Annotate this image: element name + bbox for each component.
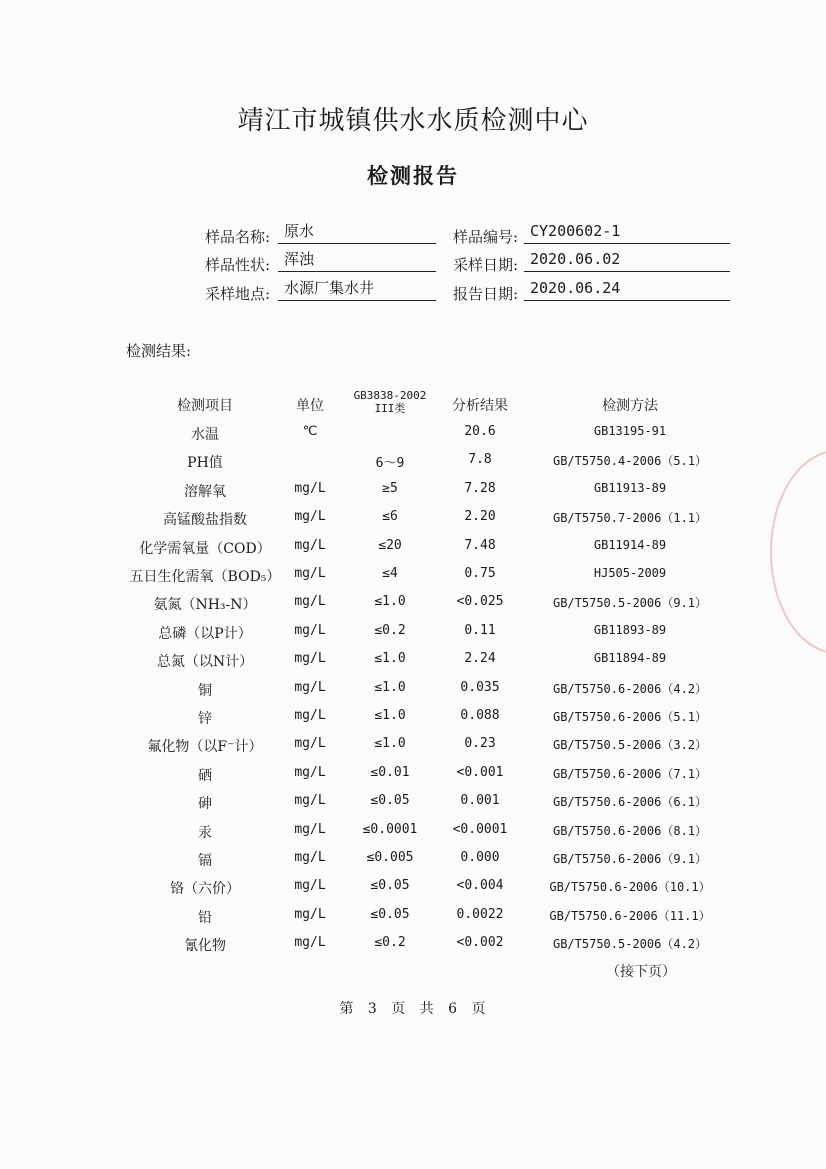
cell-result: 20.6 (464, 424, 496, 439)
cell-limit: ≤0.2 (374, 935, 406, 951)
cell-result: 7.48 (464, 537, 496, 553)
cell-result: 0.088 (460, 708, 500, 723)
table-row (0, 878, 826, 906)
cell-result: <0.001 (456, 764, 504, 780)
sampling-site-value: 水源厂集水井 (278, 279, 436, 301)
table-row (0, 651, 826, 679)
cell-item: 砷 (198, 796, 212, 813)
cell-unit: mg/L (294, 878, 326, 894)
table-row (0, 935, 826, 963)
cell-result: <0.002 (456, 935, 504, 951)
table-row (0, 623, 826, 651)
cell-method: GB/T5750.5-2006（4.2） (552, 937, 708, 952)
cell-unit: mg/L (294, 566, 326, 581)
report-title: 检测报告 (367, 163, 459, 188)
cell-item: PH值 (187, 455, 223, 472)
cell-result: <0.004 (456, 878, 504, 894)
cell-method: GB11914-89 (593, 537, 667, 552)
report-date-label: 报告日期: (452, 285, 518, 303)
table-row (0, 424, 826, 452)
cell-result: 0.23 (464, 736, 496, 752)
cell-method: GB/T5750.6-2006（6.1） (552, 795, 708, 810)
cell-unit: mg/L (294, 509, 326, 525)
cell-unit: mg/L (294, 651, 326, 667)
sample-nature-value: 浑浊 (278, 250, 436, 272)
sampling-site-label: 采样地点: (204, 285, 270, 303)
sample-nature-label: 样品性状: (204, 256, 270, 274)
sample-name-label: 样品名称: (204, 228, 270, 246)
cell-limit: ≤6 (382, 509, 398, 525)
sampling-date-value: 2020.06.02 (524, 250, 730, 272)
cell-method: GB/T5750.6-2006（11.1） (549, 908, 711, 923)
header-item: 检测项目 (177, 398, 233, 414)
cell-item: 氰化物 (184, 938, 226, 955)
table-header (0, 389, 826, 423)
cell-result: 0.035 (460, 679, 500, 695)
cell-item: 水温 (191, 427, 219, 443)
cell-item: 汞 (198, 824, 212, 841)
cell-unit: mg/L (294, 764, 326, 780)
table-row (0, 594, 826, 622)
cell-item: 五日生化需氧（BOD₅） (129, 569, 281, 585)
cell-method: HJ505-2009 (593, 566, 667, 580)
cell-result: 0.75 (464, 566, 496, 581)
cell-unit: mg/L (294, 622, 326, 638)
cell-method: GB/T5750.6-2006（4.2） (552, 681, 708, 696)
cell-item: 锌 (198, 711, 212, 727)
cell-method: GB/T5750.6-2006（9.1） (552, 852, 708, 866)
cell-unit: mg/L (294, 821, 326, 837)
cell-method: GB/T5750.6-2006（8.1） (552, 823, 708, 838)
cell-method: GB11913-89 (593, 480, 667, 495)
cell-item: 镉 (198, 853, 212, 869)
cell-limit: ≤0.05 (370, 793, 410, 809)
cell-result: 2.24 (464, 651, 496, 667)
table-row (0, 850, 826, 878)
cell-result: 0.0022 (456, 906, 504, 922)
cell-item: 总磷（以P计） (158, 625, 252, 642)
cell-method: GB13195-91 (593, 424, 667, 438)
cell-item: 氟化物（以F⁻计） (147, 739, 263, 756)
cell-method: GB/T5750.7-2006（1.1） (552, 511, 708, 526)
cell-limit: ≤1.0 (374, 708, 406, 723)
table-row (0, 452, 826, 480)
table-row (0, 509, 826, 537)
continue-note: （接下页） (606, 964, 676, 980)
cell-item: 硒 (198, 767, 212, 784)
cell-unit: mg/L (294, 906, 326, 922)
table-row (0, 680, 826, 708)
cell-item: 化学需氧量（COD） (139, 540, 271, 557)
cell-limit: ≤0.05 (370, 878, 410, 894)
cell-method: GB/T5750.5-2006（3.2） (552, 738, 708, 753)
cell-limit: ≤0.05 (370, 906, 410, 922)
cell-limit: ≤4 (382, 566, 398, 581)
cell-method: GB/T5750.6-2006（10.1） (549, 880, 711, 895)
cell-limit: ≤1.0 (374, 594, 406, 610)
cell-unit: mg/L (294, 537, 326, 553)
header-unit: 单位 (296, 398, 324, 414)
cell-unit: mg/L (294, 594, 326, 610)
cell-limit: ≤20 (378, 537, 402, 553)
sample-no-value: CY200602-1 (524, 222, 730, 244)
cell-unit: mg/L (294, 850, 326, 865)
results-label: 检测结果: (126, 342, 192, 360)
cell-item: 总氮（以N计） (156, 654, 254, 671)
table-row (0, 736, 826, 764)
header-limit (340, 389, 440, 415)
cell-limit: ≤0.005 (366, 850, 414, 865)
cell-unit: mg/L (294, 736, 326, 752)
cell-result: 2.20 (464, 509, 496, 525)
cell-limit: ≤0.01 (370, 764, 410, 780)
table-row (0, 708, 826, 736)
sample-name-value: 原水 (278, 222, 436, 244)
cell-item: 氨氮（NH₃-N） (153, 597, 257, 614)
cell-limit: ≥5 (382, 480, 398, 496)
cell-item: 高锰酸盐指数 (163, 512, 247, 529)
org-title: 靖江市城镇供水水质检测中心 (237, 106, 589, 136)
cell-item: 溶解氧 (184, 483, 226, 500)
cell-method: GB11893-89 (593, 622, 667, 637)
cell-result: 0.11 (464, 622, 496, 638)
header-limit-line2: III类 (374, 402, 406, 415)
sampling-date-label: 采样日期: (452, 256, 518, 274)
cell-method: GB/T5750.5-2006（9.1） (552, 596, 708, 611)
header-method: 检测方法 (602, 398, 658, 414)
table-row (0, 822, 826, 850)
header-limit-line1: GB3838-2002 (353, 389, 427, 402)
cell-method: GB/T5750.4-2006（5.1） (552, 454, 708, 469)
table-row (0, 765, 826, 793)
cell-result: 7.28 (464, 480, 496, 496)
table-row (0, 907, 826, 935)
sample-no-label: 样品编号: (452, 228, 518, 246)
table-row (0, 538, 826, 566)
cell-limit: ≤0.2 (374, 622, 406, 638)
cell-method: GB/T5750.6-2006（7.1） (552, 766, 708, 781)
cell-result: 0.000 (460, 850, 500, 865)
table-row (0, 481, 826, 509)
table-row (0, 566, 826, 594)
report-date-value: 2020.06.24 (524, 279, 730, 301)
cell-item: 铅 (198, 909, 212, 926)
cell-item: 铬（六价） (170, 881, 240, 898)
cell-result: <0.025 (456, 594, 504, 610)
cell-result: 0.001 (460, 793, 500, 809)
cell-limit: 6～9 (375, 456, 405, 472)
cell-unit: mg/L (294, 793, 326, 809)
cell-method: GB/T5750.6-2006（5.1） (552, 710, 708, 724)
cell-item: 铜 (198, 682, 212, 699)
cell-result: 7.8 (468, 452, 492, 468)
cell-limit: ≤1.0 (374, 679, 406, 695)
cell-unit: mg/L (294, 679, 326, 695)
cell-method: GB11894-89 (593, 651, 667, 666)
cell-unit: mg/L (294, 480, 326, 496)
cell-result: <0.0001 (452, 821, 508, 837)
cell-limit: ≤1.0 (374, 736, 406, 752)
table-row (0, 793, 826, 821)
header-result: 分析结果 (452, 398, 508, 414)
cell-unit: mg/L (294, 935, 326, 951)
cell-unit: mg/L (294, 708, 326, 723)
cell-limit: ≤0.0001 (362, 821, 418, 837)
cell-limit: ≤1.0 (374, 651, 406, 667)
page-footer: 第 3 页 共 6 页 (339, 1001, 487, 1017)
cell-unit: ℃ (302, 424, 318, 439)
